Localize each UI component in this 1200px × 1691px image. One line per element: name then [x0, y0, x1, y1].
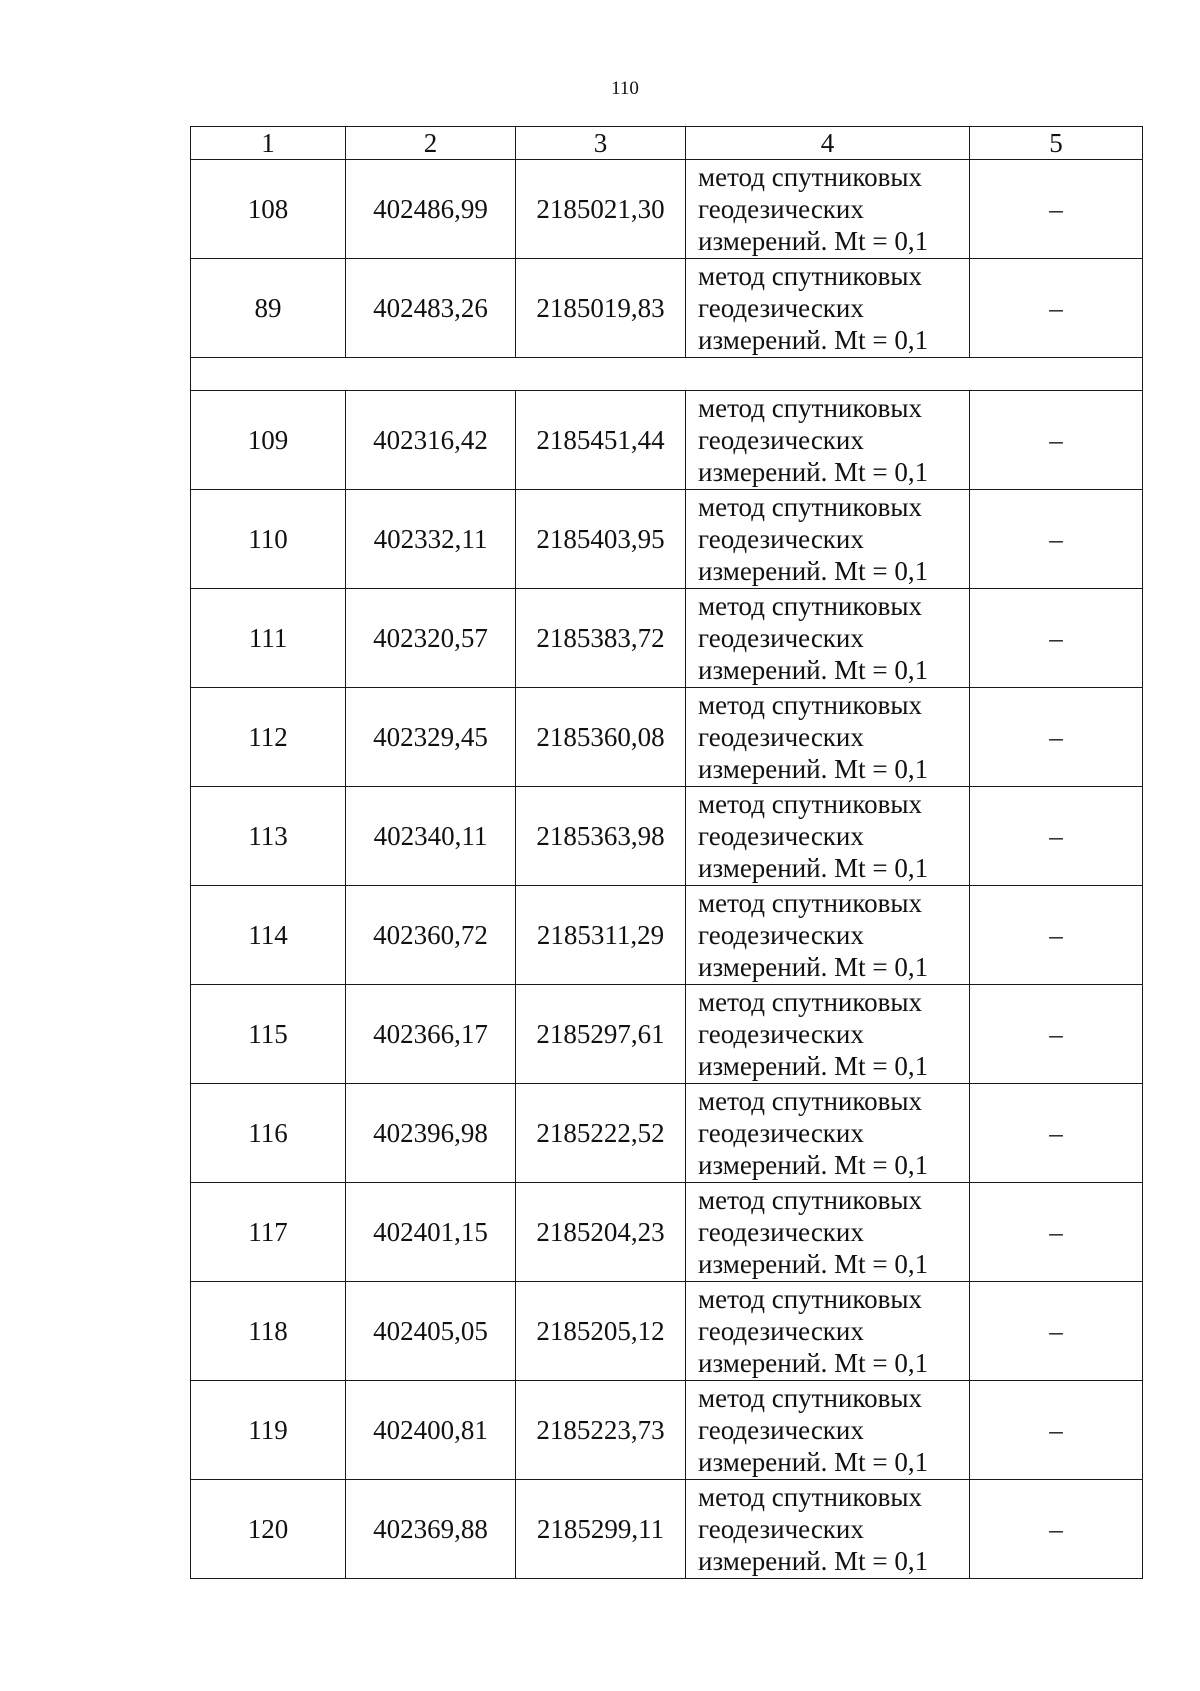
table-row — [191, 1282, 1143, 1381]
method-line: метод спутниковых — [698, 591, 922, 621]
x-coordinate-cell: 402486,99 — [346, 160, 516, 259]
x-coordinate-cell: 402316,42 — [346, 391, 516, 490]
y-coordinate-cell: 2185363,98 — [516, 787, 686, 886]
point-number-cell: 112 — [191, 688, 346, 787]
note-cell: – — [970, 1084, 1143, 1183]
x-coordinate-cell: 402340,11 — [346, 787, 516, 886]
method-line: измерений. Mt = 0,1 — [698, 1348, 929, 1378]
method-cell — [686, 1381, 970, 1480]
method-line: измерений. Mt = 0,1 — [698, 1546, 929, 1576]
method-cell — [686, 985, 970, 1084]
y-coordinate-cell: 2185204,23 — [516, 1183, 686, 1282]
point-number-cell: 114 — [191, 886, 346, 985]
x-coordinate-cell: 402483,26 — [346, 259, 516, 358]
method-line: метод спутниковых — [698, 492, 922, 522]
x-coordinate-cell: 402332,11 — [346, 490, 516, 589]
point-number-cell: 119 — [191, 1381, 346, 1480]
page-number: 110 — [611, 78, 639, 99]
note-cell: – — [970, 259, 1143, 358]
point-number-cell: 89 — [191, 259, 346, 358]
method-line: метод спутниковых — [698, 1482, 922, 1512]
method-line: геодезических — [698, 1316, 864, 1346]
method-line: геодезических — [698, 1514, 864, 1544]
note-cell: – — [970, 160, 1143, 259]
note-cell: – — [970, 787, 1143, 886]
y-coordinate-cell: 2185383,72 — [516, 589, 686, 688]
point-number-cell: 110 — [191, 490, 346, 589]
table-row — [191, 985, 1143, 1084]
note-cell: – — [970, 1282, 1143, 1381]
table-row — [191, 688, 1143, 787]
x-coordinate-cell: 402396,98 — [346, 1084, 516, 1183]
point-number-cell: 118 — [191, 1282, 346, 1381]
method-line: метод спутниковых — [698, 393, 922, 423]
method-line: измерений. Mt = 0,1 — [698, 1249, 929, 1279]
point-number-cell: 115 — [191, 985, 346, 1084]
point-number-cell: 111 — [191, 589, 346, 688]
column-header-2: 2 — [346, 127, 516, 160]
method-line: измерений. Mt = 0,1 — [698, 952, 929, 982]
y-coordinate-cell: 2185222,52 — [516, 1084, 686, 1183]
method-line: геодезических — [698, 524, 864, 554]
note-cell: – — [970, 391, 1143, 490]
note-cell: – — [970, 688, 1143, 787]
y-coordinate-cell: 2185019,83 — [516, 259, 686, 358]
method-line: метод спутниковых — [698, 1284, 922, 1314]
y-coordinate-cell: 2185223,73 — [516, 1381, 686, 1480]
y-coordinate-cell: 2185360,08 — [516, 688, 686, 787]
method-line: измерений. Mt = 0,1 — [698, 457, 929, 487]
method-line: геодезических — [698, 1415, 864, 1445]
separator-cell — [191, 358, 1143, 391]
method-cell — [686, 1480, 970, 1579]
x-coordinate-cell: 402405,05 — [346, 1282, 516, 1381]
method-line: метод спутниковых — [698, 987, 922, 1017]
table-row — [191, 1084, 1143, 1183]
point-number-cell: 120 — [191, 1480, 346, 1579]
note-cell: – — [970, 589, 1143, 688]
table-row — [191, 589, 1143, 688]
note-cell: – — [970, 1480, 1143, 1579]
table-row — [191, 787, 1143, 886]
method-cell — [686, 160, 970, 259]
method-cell — [686, 490, 970, 589]
y-coordinate-cell: 2185205,12 — [516, 1282, 686, 1381]
method-line: геодезических — [698, 293, 864, 323]
x-coordinate-cell: 402400,81 — [346, 1381, 516, 1480]
table-row — [191, 160, 1143, 259]
method-line: измерений. Mt = 0,1 — [698, 655, 929, 685]
method-line: метод спутниковых — [698, 261, 922, 291]
method-line: измерений. Mt = 0,1 — [698, 556, 929, 586]
method-line: измерений. Mt = 0,1 — [698, 226, 929, 256]
x-coordinate-cell: 402366,17 — [346, 985, 516, 1084]
method-line: измерений. Mt = 0,1 — [698, 1447, 929, 1477]
x-coordinate-cell: 402401,15 — [346, 1183, 516, 1282]
method-line: геодезических — [698, 425, 864, 455]
method-line: измерений. Mt = 0,1 — [698, 1150, 929, 1180]
method-cell — [686, 1183, 970, 1282]
table-row — [191, 391, 1143, 490]
table-row — [191, 259, 1143, 358]
method-line: метод спутниковых — [698, 1086, 922, 1116]
y-coordinate-cell: 2185297,61 — [516, 985, 686, 1084]
method-line: измерений. Mt = 0,1 — [698, 1051, 929, 1081]
note-cell: – — [970, 1381, 1143, 1480]
point-number-cell: 116 — [191, 1084, 346, 1183]
method-cell — [686, 259, 970, 358]
method-line: геодезических — [698, 623, 864, 653]
coordinates-table-body — [191, 127, 1143, 1579]
method-cell — [686, 1282, 970, 1381]
method-cell — [686, 886, 970, 985]
x-coordinate-cell: 402320,57 — [346, 589, 516, 688]
separator-row — [191, 358, 1143, 391]
note-cell: – — [970, 886, 1143, 985]
header-row — [191, 127, 1143, 160]
table-row — [191, 1381, 1143, 1480]
method-cell — [686, 589, 970, 688]
method-line: метод спутниковых — [698, 162, 922, 192]
method-line: геодезических — [698, 1019, 864, 1049]
method-line: измерений. Mt = 0,1 — [698, 754, 929, 784]
column-header-3: 3 — [516, 127, 686, 160]
method-line: измерений. Mt = 0,1 — [698, 325, 929, 355]
note-cell: – — [970, 985, 1143, 1084]
method-line: измерений. Mt = 0,1 — [698, 853, 929, 883]
method-cell — [686, 787, 970, 886]
note-cell: – — [970, 490, 1143, 589]
method-line: геодезических — [698, 920, 864, 950]
method-cell — [686, 1084, 970, 1183]
column-header-1: 1 — [191, 127, 346, 160]
method-line: метод спутниковых — [698, 789, 922, 819]
method-cell — [686, 688, 970, 787]
table-row — [191, 886, 1143, 985]
y-coordinate-cell: 2185451,44 — [516, 391, 686, 490]
method-cell — [686, 391, 970, 490]
y-coordinate-cell: 2185021,30 — [516, 160, 686, 259]
coordinates-table — [190, 126, 1143, 1579]
point-number-cell: 109 — [191, 391, 346, 490]
table-row — [191, 1183, 1143, 1282]
column-header-5: 5 — [970, 127, 1143, 160]
x-coordinate-cell: 402329,45 — [346, 688, 516, 787]
table-row — [191, 1480, 1143, 1579]
note-cell: – — [970, 1183, 1143, 1282]
point-number-cell: 108 — [191, 160, 346, 259]
y-coordinate-cell: 2185403,95 — [516, 490, 686, 589]
y-coordinate-cell: 2185299,11 — [516, 1480, 686, 1579]
point-number-cell: 117 — [191, 1183, 346, 1282]
x-coordinate-cell: 402369,88 — [346, 1480, 516, 1579]
point-number-cell: 113 — [191, 787, 346, 886]
method-line: геодезических — [698, 821, 864, 851]
method-line: метод спутниковых — [698, 888, 922, 918]
table-row — [191, 490, 1143, 589]
method-line: метод спутниковых — [698, 1185, 922, 1215]
method-line: геодезических — [698, 1217, 864, 1247]
method-line: геодезических — [698, 722, 864, 752]
y-coordinate-cell: 2185311,29 — [516, 886, 686, 985]
method-line: метод спутниковых — [698, 1383, 922, 1413]
x-coordinate-cell: 402360,72 — [346, 886, 516, 985]
column-header-4: 4 — [686, 127, 970, 160]
method-line: метод спутниковых — [698, 690, 922, 720]
method-line: геодезических — [698, 1118, 864, 1148]
method-line: геодезических — [698, 194, 864, 224]
